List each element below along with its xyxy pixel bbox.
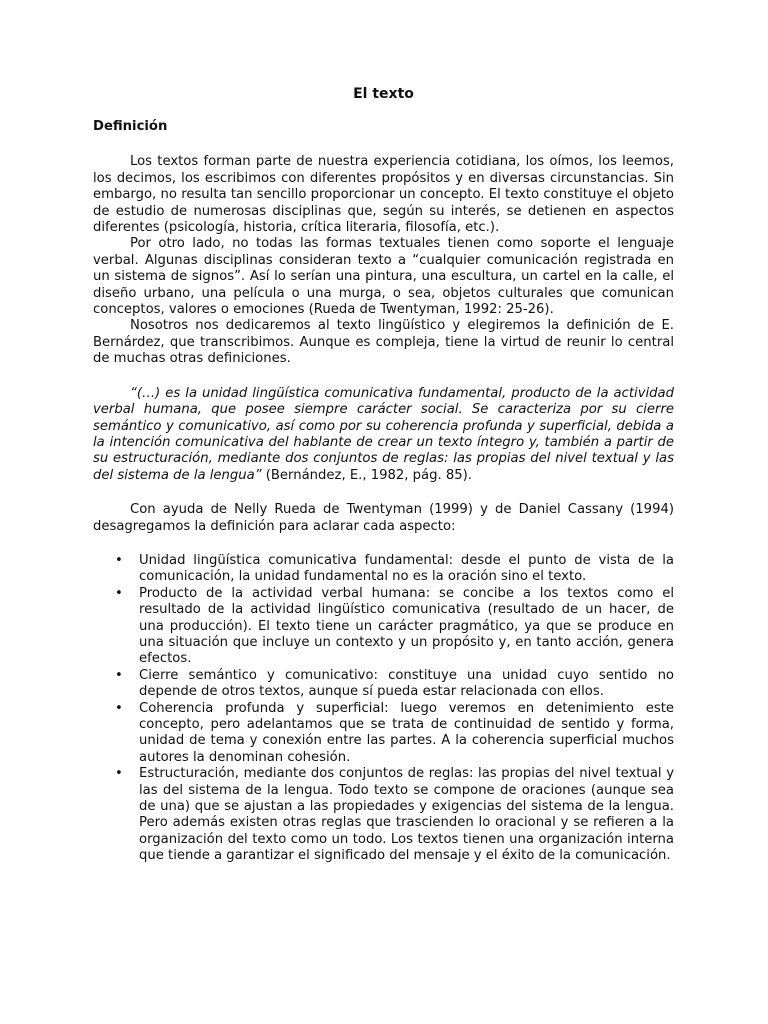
list-item [93, 668, 674, 701]
list-item-text: Estructuración, mediante dos conjuntos de reglas: las propias del nivel textual y las del sistema de la lengua. Todo texto se compone de oraciones (aunque sea de una) que se ajustan a las propiedades y exigencias del sistema de la lengua. Pero además existen otras reglas que trascienden lo oracional y se refieren a la organización del texto como un todo. Los textos tienen una organización interna que tiende a garantizar el significado del mensaje y el éxito de la comunicación. [139, 766, 674, 864]
paragraph: Por otro lado, no todas las formas textuales tienen como soporte el lenguaje verbal. Algunas disciplinas consideran texto a “cualquier comunicación registrada en un sistema de signos”. Así lo serían una pintura, una escultura, un cartel en la calle, el diseño urbano, una película o una murga, o sea, objetos culturales que comunican conceptos, valores o emociones (Rueda de Twentyman, 1992: 25-26). [93, 236, 674, 318]
paragraph: Los textos forman parte de nuestra experiencia cotidiana, los oímos, los leemos, los decimos, los escribimos con diferentes propósitos y en diversas circunstancias. Sin embargo, no resulta tan sencillo proporcionar un concepto. El texto constituye el objeto de estudio de numerosas disciplinas que, según su interés, se detienen en aspectos diferentes (psicología, historia, crítica literaria, filosofía, etc.). [93, 154, 674, 236]
bullet-icon: • [115, 766, 123, 782]
bullet-icon: • [115, 667, 123, 683]
bullet-icon: • [115, 700, 123, 716]
quote-text: “(…) es la unidad lingüística comunicativa fundamental, producto de la actividad verbal humana, que posee siempre carácter social. Se caracteriza por su cierre semántico y comunicativo, así como por su coherencia profunda y superficial, debida a la intención comunicativa del hablante de crear un texto íntegro y, también a partir de su estructuración, mediante dos conjuntos de reglas: las propias del nivel textual y las del sistema de la lengua” [93, 385, 674, 483]
list-item-text: Unidad lingüística comunicativa fundamental: desde el punto de vista de la comunicación, la unidad fundamental no es la oración sino el texto. [139, 552, 674, 585]
bullet-icon: • [115, 552, 123, 568]
document-page [93, 86, 674, 865]
list-item [93, 701, 674, 767]
paragraph: Nosotros nos dedicaremos al texto lingüístico y elegiremos la definición de E. Bernárdez, que transcribimos. Aunque es compleja, tiene la virtud de reunir lo central de muchas otras definiciones. [93, 318, 674, 367]
quote-citation: (Bernández, E., 1982, pág. 85). [261, 467, 472, 483]
list-item-text: Cierre semántico y comunicativo: constituye una unidad cuyo sentido no depende de otros textos, aunque sí pueda estar relacionada con ellos. [139, 667, 674, 700]
bullet-list [93, 553, 674, 865]
list-item [93, 553, 674, 586]
intro-paragraph: Con ayuda de Nelly Rueda de Twentyman (1999) y de Daniel Cassany (1994) desagregamos la definición para aclarar cada aspecto: [93, 502, 674, 534]
list-item-text: Producto de la actividad verbal humana: se concibe a los textos como el resultado de la actividad lingüístico comunicativa (resultado de un hacer, de una producción). El texto tiene un carácter pragmático, ya que se produce en una situación que incluye un contexto y un propósito y, en tanto acción, genera efectos. [139, 585, 674, 667]
list-item-text: Coherencia profunda y superficial: luego veremos en detenimiento este concepto, pero adelantamos que se trata de continuidad de sentido y forma, unidad de tema y conexión entre las partes. A la coherencia superficial muchos autores la denominan cohesión. [139, 700, 674, 765]
bullet-icon: • [115, 585, 123, 601]
list-item [93, 586, 674, 668]
block-quote [93, 386, 674, 484]
list-item [93, 766, 674, 864]
document-title: El texto [353, 86, 414, 102]
section-heading: Definición [93, 119, 168, 134]
